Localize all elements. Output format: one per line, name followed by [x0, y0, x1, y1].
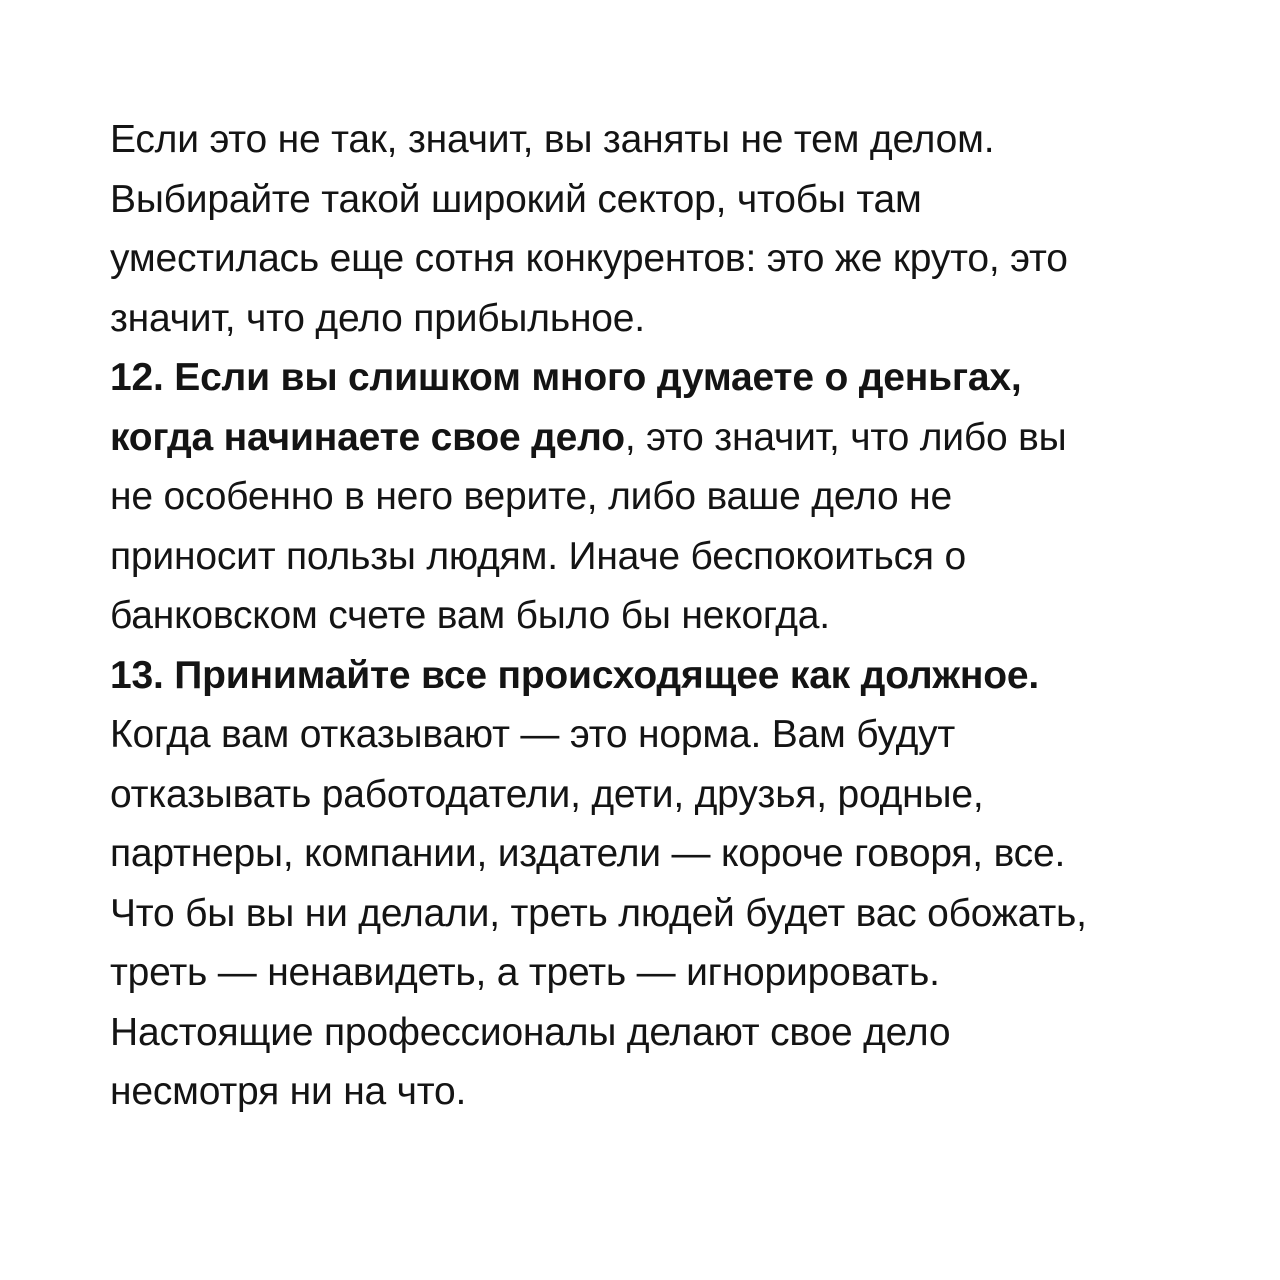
text-line	[110, 348, 1230, 408]
text-run: Настоящие профессионалы делают свое дело	[110, 1010, 951, 1054]
bold-text-run: когда начинаете свое дело	[110, 415, 625, 459]
text-run: отказывать работодатели, дети, друзья, родные,	[110, 772, 984, 816]
text-line	[110, 110, 1230, 170]
text-run: Если это не так, значит, вы заняты не тем делом.	[110, 118, 995, 161]
text-run: приносит пользы людям. Иначе беспокоиться о	[110, 534, 966, 578]
text-line	[110, 824, 1230, 884]
text-line	[110, 765, 1230, 825]
text-line	[110, 229, 1230, 289]
text-run: Выбирайте такой широкий сектор, чтобы там	[110, 177, 922, 221]
text-line	[110, 408, 1230, 468]
text-run: несмотря ни на что.	[110, 1070, 467, 1113]
text-run: Когда вам отказывают — это норма. Вам будут	[110, 713, 956, 756]
text-line	[110, 527, 1230, 587]
text-line	[110, 1062, 1230, 1122]
text-line	[110, 705, 1230, 765]
body-text	[110, 110, 1230, 1122]
text-line	[110, 646, 1230, 706]
text-run: , это значит, что либо вы	[624, 415, 1067, 459]
text-line	[110, 586, 1230, 646]
bold-text-run: 13. Принимайте все происходящее как должное.	[110, 653, 1039, 697]
bold-text-run: 12. Если вы слишком много думаете о деньгах,	[110, 356, 1022, 399]
text-run: значит, что дело прибыльное.	[110, 296, 645, 340]
text-run: банковском счете вам было бы некогда.	[110, 594, 830, 637]
text-line	[110, 943, 1230, 1003]
text-run: уместилась еще сотня конкурентов: это же круто, это	[110, 237, 1068, 280]
text-run: треть — ненавидеть, а треть — игнорировать.	[110, 951, 940, 994]
text-line	[110, 1003, 1230, 1063]
text-line	[110, 884, 1230, 944]
text-run: Что бы вы ни делали, треть людей будет вас обожать,	[110, 891, 1087, 935]
text-run: партнеры, компании, издатели — короче говоря, все.	[110, 832, 1066, 875]
text-line	[110, 467, 1230, 527]
text-line	[110, 170, 1230, 230]
text-line	[110, 289, 1230, 349]
text-run: не особенно в него верите, либо ваше дело не	[110, 475, 952, 518]
